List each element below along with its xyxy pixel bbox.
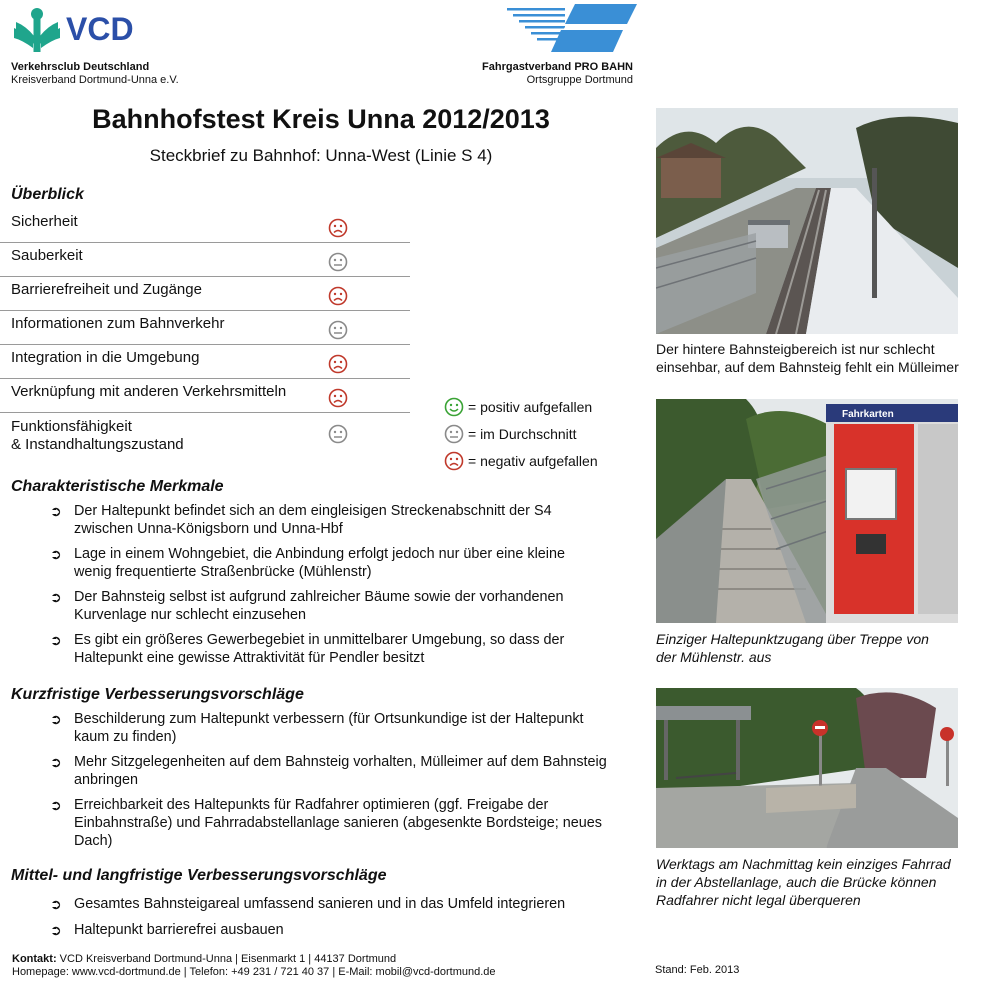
- overview-row: [0, 346, 410, 379]
- overview-row: [0, 210, 410, 243]
- pro-bahn-org-block: [400, 61, 633, 87]
- list-item-line: zwischen Unna-Königsborn und Unna-Hbf: [74, 521, 343, 537]
- arrow-right-icon: ➲: [50, 632, 62, 648]
- overview-row-label: [11, 418, 184, 454]
- overview-row: [0, 278, 410, 311]
- photo-stairs-ticket-machine: [656, 399, 958, 623]
- list-item-line: Lage in einem Wohngebiet, die Anbindung erfolgt jedoch nur über eine kleine: [74, 546, 565, 562]
- negative-smiley-icon: [444, 451, 464, 471]
- list-item-line: Einbahnstraße) und Fahrradabstellanlage sanieren (abgesenkte Bordsteige; neues: [74, 815, 602, 831]
- vcd-org-name: Verkehrsclub Deutschland: [11, 61, 150, 73]
- negative-smiley-icon: [328, 286, 348, 306]
- vcd-logo: [12, 4, 152, 54]
- neutral-smiley-icon: [328, 320, 348, 340]
- overview-row-label: Sauberkeit: [11, 247, 83, 264]
- pro-bahn-org-name: Fahrgastverband PRO BAHN: [482, 61, 633, 73]
- vcd-org-block: [11, 61, 179, 87]
- legend-negative-text: = negativ aufgefallen: [468, 453, 598, 469]
- photo-caption-3: [656, 855, 996, 909]
- list-item-line: Der Haltepunkt befindet sich an dem eingleisigen Streckenabschnitt der S4: [74, 503, 552, 519]
- list-item-line: Dach): [74, 833, 113, 849]
- list-item-line: wenig frequentierte Straßenbrücke (Mühlenstr): [74, 564, 372, 580]
- overview-row: [0, 380, 410, 413]
- list-item-line: Mehr Sitzgelegenheiten auf dem Bahnsteig vorhalten, Mülleimer auf dem Bahnsteig: [74, 754, 607, 770]
- photo-bike-shelter: [656, 688, 958, 848]
- pro-bahn-logo: [505, 2, 640, 57]
- page-subtitle: Steckbrief zu Bahnhof: Unna-West (Linie S 4): [149, 146, 493, 165]
- overview-row-label: Sicherheit: [11, 213, 78, 230]
- caption-line: in der Abstellanlage, auch die Brücke können: [656, 874, 937, 890]
- list-item-line: Erreichbarkeit des Haltepunkts für Radfahrer optimieren (ggf. Freigabe der: [74, 797, 549, 813]
- arrow-right-icon: ➲: [50, 546, 62, 562]
- overview-row-label-line1: Funktionsfähigkeit: [11, 418, 132, 435]
- ticket-sign-text: Fahrkarten: [842, 409, 894, 420]
- caption-line: Radfahrer nicht legal überqueren: [656, 892, 861, 908]
- caption-line: Einziger Haltepunktzugang über Treppe von: [656, 631, 929, 647]
- footer-kontakt-label: Kontakt:: [12, 953, 57, 965]
- caption-line: Der hintere Bahnsteigbereich ist nur schlecht: [656, 341, 935, 357]
- caption-line: Werktags am Nachmittag kein einziges Fahrrad: [656, 856, 951, 872]
- neutral-smiley-icon: [328, 252, 348, 272]
- overview-row-label: Barrierefreiheit und Zugänge: [11, 281, 202, 298]
- lang-heading: Mittel- und langfristige Verbesserungsvorschläge: [11, 867, 387, 884]
- arrow-right-icon: ➲: [50, 589, 62, 605]
- overview-row: [0, 414, 410, 456]
- list-item-line: anbringen: [74, 772, 139, 788]
- overview-row-label: Informationen zum Bahnverkehr: [11, 315, 225, 332]
- arrow-right-icon: ➲: [50, 896, 62, 912]
- negative-smiley-icon: [328, 354, 348, 374]
- list-item-line: Beschilderung zum Haltepunkt verbessern (für Ortsunkundige ist der Haltepunkt: [74, 711, 584, 727]
- arrow-right-icon: ➲: [50, 797, 62, 813]
- positive-smiley-icon: [444, 397, 464, 417]
- arrow-right-icon: ➲: [50, 754, 62, 770]
- kurz-heading: Kurzfristige Verbesserungsvorschläge: [11, 686, 304, 703]
- overview-row-label: Integration in die Umgebung: [11, 349, 200, 366]
- legend-positive-text: = positiv aufgefallen: [468, 399, 593, 415]
- page-title: Bahnhofstest Kreis Unna 2012/2013: [92, 104, 550, 134]
- list-item-line: kaum zu finden): [74, 729, 177, 745]
- footer-kontakt-text: VCD Kreisverband Dortmund-Unna | Eisenmarkt 1 | 44137 Dortmund: [56, 953, 397, 965]
- list-item-line: Gesamtes Bahnsteigareal umfassend sanieren und in das Umfeld integrieren: [74, 896, 566, 912]
- overview-row: [0, 312, 410, 345]
- overview-row-label: Verknüpfung mit anderen Verkehrsmitteln: [11, 383, 287, 400]
- caption-line: der Mühlenstr. aus: [656, 649, 772, 665]
- overview-row-label-line2: & Instandhaltungszustand: [11, 436, 184, 453]
- list-item-line: Der Bahnsteig selbst ist aufgrund zahlreicher Bäume sowie der vorhandenen: [74, 589, 564, 605]
- merkmale-heading: Charakteristische Merkmale: [11, 478, 224, 495]
- vcd-logo-text: VCD: [66, 11, 134, 47]
- photo-caption-1: [656, 340, 996, 376]
- arrow-right-icon: ➲: [50, 711, 62, 727]
- overview-row: [0, 244, 410, 277]
- footer-homepage-line: Homepage: www.vcd-dortmund.de | Telefon: +49 231 / 721 40 37 | E-Mail: mobil@vcd-dortmund.de: [12, 966, 496, 978]
- caption-line: einsehbar, auf dem Bahnsteig fehlt ein Mülleimer: [656, 359, 959, 375]
- vcd-org-sub: Kreisverband Dortmund-Unna e.V.: [11, 74, 179, 86]
- overview-heading: Überblick: [11, 186, 84, 203]
- list-item-line: Haltepunkt barrierefrei ausbauen: [74, 922, 284, 938]
- neutral-smiley-icon: [328, 424, 348, 444]
- list-item-line: Haltepunkt eine gewisse Attraktivität für Pendler besitzt: [74, 650, 425, 666]
- negative-smiley-icon: [328, 388, 348, 408]
- legend-neutral-text: = im Durchschnitt: [468, 426, 577, 442]
- neutral-smiley-icon: [444, 424, 464, 444]
- list-item-line: Es gibt ein größeres Gewerbegebiet in unmittelbarer Umgebung, so dass der: [74, 632, 565, 648]
- list-item-line: Kurvenlage nur schlecht einzusehen: [74, 607, 306, 623]
- pro-bahn-org-sub: Ortsgruppe Dortmund: [526, 74, 633, 86]
- photo-caption-2: [656, 630, 996, 666]
- photo-platform: [656, 108, 958, 334]
- negative-smiley-icon: [328, 218, 348, 238]
- arrow-right-icon: ➲: [50, 922, 62, 938]
- footer-stand: Stand: Feb. 2013: [655, 964, 740, 976]
- arrow-right-icon: ➲: [50, 503, 62, 519]
- footer-contact: [12, 953, 496, 979]
